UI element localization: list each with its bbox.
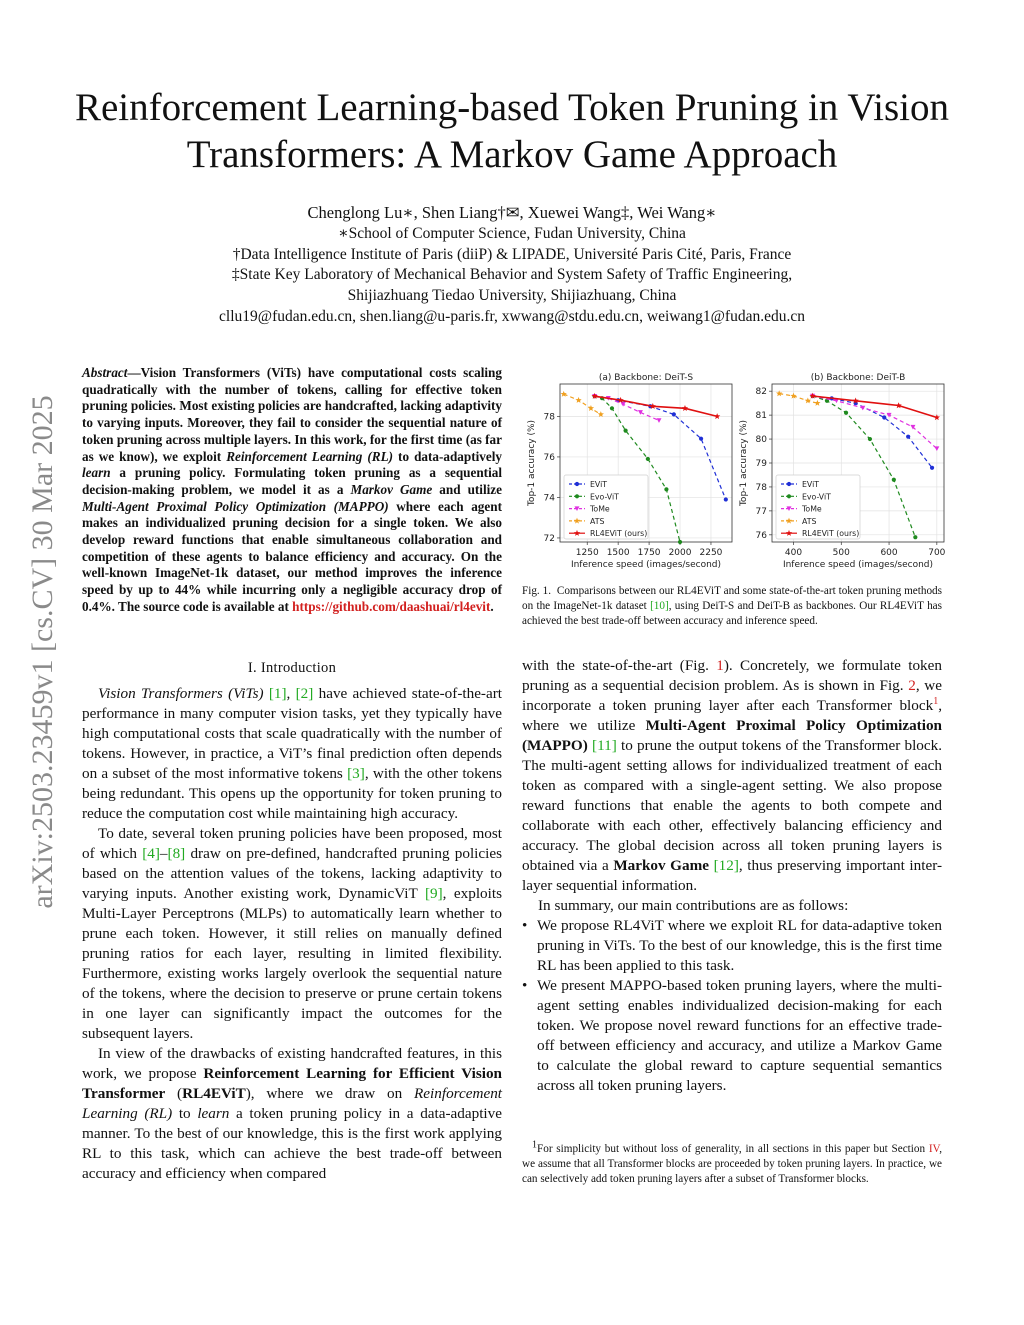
data-point	[682, 405, 688, 411]
arxiv-identifier: arXiv:2503.23459v1 [cs.CV] 30 Mar 2025	[26, 395, 59, 909]
data-point	[621, 402, 626, 407]
data-point	[934, 446, 939, 451]
y-tick-label: 79	[755, 459, 767, 469]
contribution-list	[522, 916, 942, 1096]
abstract-label: Abstract	[82, 365, 128, 380]
legend-marker	[787, 482, 791, 486]
data-point	[610, 406, 614, 410]
intro-right-column	[522, 656, 942, 1096]
contribution-item: • We present MAPPO-based token pruning layers, where the multi-agent setting enables individualized decision-making for each token. We propose novel reward functions for an effective trade-off between efficiency and accuracy, and utilize a Markov Game to calculate the global reward to capture sequential semantics across all token pruning layers.	[522, 976, 942, 1096]
y-tick-label: 78	[755, 482, 767, 493]
data-point	[892, 478, 896, 482]
data-point	[906, 435, 910, 439]
data-point	[805, 397, 811, 403]
section-heading-introduction: I. Introduction	[247, 660, 337, 676]
intro-left-column	[82, 684, 502, 1184]
series-line	[595, 396, 718, 416]
data-point	[678, 540, 682, 544]
data-point	[656, 418, 661, 423]
legend-label: RL4EViT (ours)	[590, 529, 648, 539]
chart-deit-b	[739, 373, 946, 570]
chart-title: (a) Backbone: DeiT-S	[598, 373, 694, 383]
data-point	[724, 497, 728, 501]
abstract: Abstract—Vision Transformers (ViTs) have computational costs scaling quadratically with the number of tokens, calling for effective token pruning policies. Most existing policies are handcrafted, lacking adaptivity to varying inputs. Moreover, they fail to consider the sequential nature of token pruning across multiple layers. In this work, for the first time (as far as we know), we exploit Reinforcement Learning (RL) to data-adaptively learn a pruning policy. Formulating token pruning as a sequential decision-making problem, we model it as a Markov Game and utilize Multi-Agent Proximal Policy Optimization (MAPPO) where each agent makes an individualized pruning decision for a single token. We also develop reward functions that enable simultaneous collaboration and competition of these agents to balance efficiency and accuracy. On the well-known ImageNet-1k dataset, our method improves the inference speed by up to 44% while incurring only a negligible accuracy drop of 0.4%. The source code is available at https://github.com/daashuai/rl4evit.	[82, 365, 502, 614]
legend-label: EViT	[802, 480, 820, 489]
y-tick-label: 76	[755, 530, 767, 541]
chart-deit-s	[527, 373, 732, 570]
intro-paragraph-3: In view of the drawbacks of existing handcrafted features, in this work, we propose Reinforcement Learning for Efficient Vision Transformer (RL4EViT), where we draw on Reinforcement Learning (RL) to learn a token pruning policy in a data-adaptive manner. To the best of our knowledge, this is the first work applying RL to this task, which can achieve the best trade-off between accuracy and efficiency when compared	[82, 1045, 503, 1182]
data-point	[814, 400, 820, 406]
y-tick-label: 80	[755, 435, 767, 446]
y-tick-label: 72	[543, 533, 555, 544]
legend-label: RL4EViT (ours)	[802, 529, 860, 539]
intro-paragraph-1: Vision Transformers (ViTs) [1], [2] have achieved state-of-the-art performance in many computer vision tasks, yet they typically have high computational costs that scale quadratically with the number of tokens. However, in practice, a ViT’s final prediction often depends on a subset of the most informative tokens [3], with the other tokens being redundant. This opens up the opportunity for token pruning to reduce the computation cost while maintaining high accuracy.	[82, 685, 503, 822]
author-block	[80, 202, 944, 328]
legend-label: ATS	[590, 516, 605, 526]
x-axis-label: Inference speed (images/second)	[570, 560, 722, 570]
legend-label: EViT	[590, 480, 608, 489]
footnote: $^1$For simplicity but without loss of generality, in all sections in this paper but Section IV, we assume that all Transformer blocks are proceeded by token pruning layers. In practice, we can selectively add token pruning layers after a subset of Transformer blocks.	[522, 1139, 942, 1185]
x-tick-label: 1500	[606, 548, 630, 558]
chart-title: (b) Backbone: DeiT-B	[810, 373, 906, 383]
y-tick-label: 74	[543, 493, 555, 504]
data-point	[672, 412, 676, 416]
data-point	[588, 405, 594, 411]
contribution-item: • We propose RL4ViT where we exploit RL for data-adaptive token pruning in ViTs. To the best of our knowledge, this is the first time RL has been applied to this task.	[522, 916, 942, 976]
x-tick-label: 2000	[668, 548, 692, 558]
legend-marker	[575, 494, 579, 498]
legend-label: Evo-ViT	[802, 492, 831, 502]
legend-marker	[787, 494, 791, 498]
data-point	[699, 437, 703, 441]
author-emails: cllu19@fudan.edu.cn, shen.liang@u-paris.fr, xwwang@stdu.edu.cn, weiwang1@fudan.edu.cn	[219, 307, 805, 325]
y-tick-label: 76	[543, 452, 555, 463]
legend-marker	[575, 482, 579, 486]
data-point	[561, 391, 567, 397]
series-line	[813, 396, 937, 449]
intro-paragraph-5: In summary, our main contributions are as follows:	[538, 897, 849, 914]
x-axis-label: Inference speed (images/second)	[782, 560, 934, 570]
data-point	[638, 410, 643, 415]
affiliation-stdu-line1: ‡State Key Laboratory of Mechanical Behavior and System Safety of Traffic Engineering,	[231, 266, 793, 284]
y-tick-label: 78	[543, 412, 555, 423]
data-point	[868, 437, 872, 441]
figure-1-charts	[522, 368, 954, 576]
legend-label: Evo-ViT	[590, 492, 619, 502]
y-axis-label: Top-1 accuracy (%)	[527, 419, 537, 507]
data-point	[664, 487, 668, 491]
affiliation-fudan: ∗School of Computer Science, Fudan University, China	[338, 225, 686, 242]
affiliation-paris: †Data Intelligence Institute of Paris (diiP) & LIPADE, Université Paris Cité, Paris, France	[232, 245, 792, 263]
data-point	[913, 535, 917, 539]
x-tick-label: 1750	[637, 548, 661, 558]
data-point	[895, 402, 901, 408]
legend-label: ToMe	[802, 504, 822, 514]
x-tick-label: 600	[880, 548, 898, 558]
x-tick-label: 500	[832, 548, 850, 558]
data-point	[575, 397, 581, 403]
y-axis-label: Top-1 accuracy (%)	[739, 419, 749, 507]
footnote-marker[interactable]: 1	[933, 695, 939, 707]
y-tick-label: 82	[755, 387, 767, 398]
data-point	[930, 466, 934, 470]
legend-label: ToMe	[590, 504, 610, 514]
data-point	[623, 428, 627, 432]
affiliation-stdu-line2: Shijiazhuang Tiedao University, Shijiazhuang, China	[347, 287, 677, 305]
intro-paragraph-4: with the state-of-the-art (Fig. 1). Concretely, we formulate token pruning as a sequential decision problem. As is shown in Fig. 2, we incorporate a token pruning layer after each Transformer block$^1$, where we utilize Multi-Agent Proximal Policy Optimization (MAPPO) [11] to prune the output tokens of the Transformer block. The multi-agent setting allows for individualized treatment of each token as compared with a single-agent setting. We also propose reward functions that enable the agents to both compete and collaborate with each other, effectively balancing efficiency and accuracy. The global decision across all token pruning layers is obtained via a Markov Game [12], thus preserving important inter-layer sequential information.	[522, 657, 943, 894]
x-tick-label: 400	[784, 548, 803, 558]
series-line	[813, 396, 933, 468]
y-tick-label: 77	[755, 506, 767, 517]
x-tick-label: 700	[928, 548, 946, 558]
paper-title: Reinforcement Learning-based Token Pruning in Vision Transformers: A Markov Game Approach	[74, 86, 950, 176]
intro-paragraph-2: To date, several token pruning policies have been proposed, most of which [4]–[8] draw on pre-defined, handcrafted pruning policies based on the attention values of the tokens, lacking adaptivity to varying inputs. Another existing work, DynamicViT [9], exploits Multi-Layer Perceptrons (MLPs) to automatically learn whether to prune each token. However, it still relies on manually defined pruning ratios for each layer, resulting in limited flexibility. Furthermore, existing works largely overlook the sequential nature of the tokens, where the decision to preserve or prune certain tokens in one layer can significantly impact the outcomes for the subsequent layers.	[82, 825, 502, 1042]
source-code-link[interactable]: https://github.com/daashuai/rl4evit	[292, 598, 491, 614]
data-point	[882, 415, 886, 419]
legend-label: ATS	[802, 516, 817, 526]
author-names: Chenglong Lu∗, Shen Liang†✉, Xuewei Wang‡, Wei Wang∗	[307, 203, 717, 222]
x-tick-label: 1250	[575, 548, 599, 558]
x-tick-label: 2250	[699, 548, 723, 558]
data-point	[646, 457, 650, 461]
data-point	[714, 413, 720, 419]
y-tick-label: 81	[755, 411, 767, 422]
figure-1-caption: Fig. 1. Comparisons between our RL4EViT and some state-of-the-art token pruning methods on the ImageNet-1k dataset [10], using DeiT-S and DeiT-B as backbones. Our RL4EViT has achieved the best trade-off between accuracy and inference speed.	[522, 585, 942, 628]
data-point	[844, 411, 848, 415]
